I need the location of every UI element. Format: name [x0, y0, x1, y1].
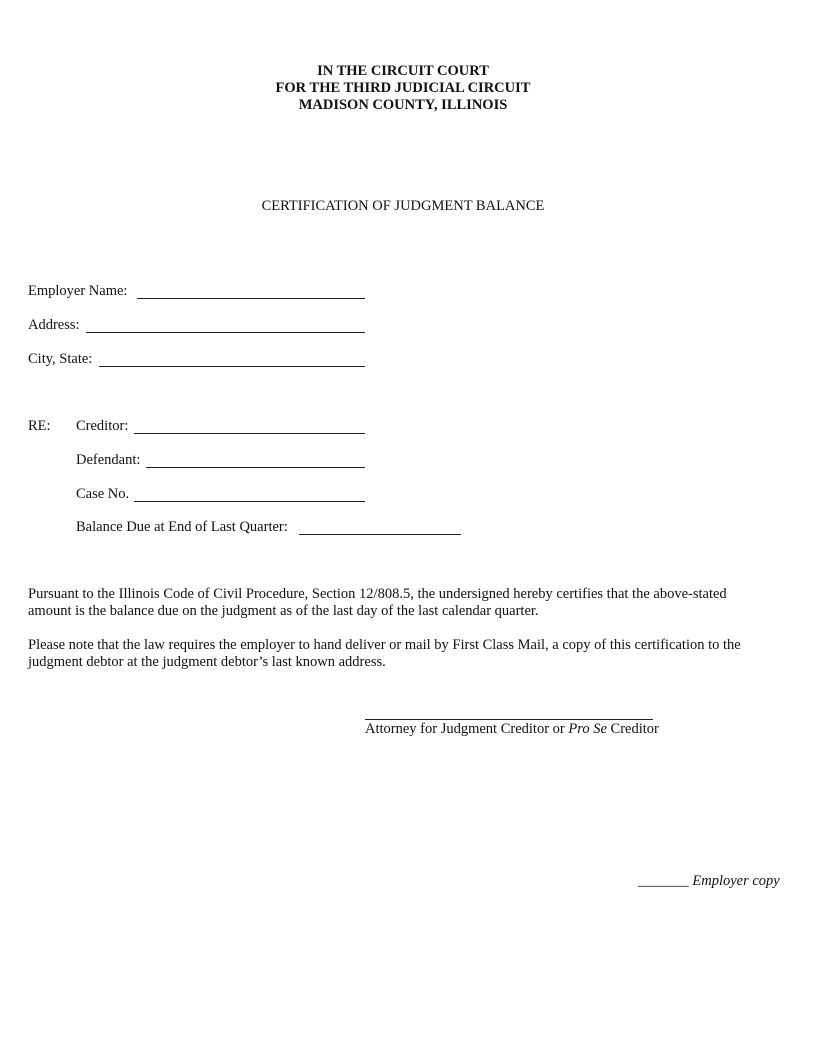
court-header-line2: FOR THE THIRD JUDICIAL CIRCUIT [275, 80, 531, 96]
case-no-field[interactable] [134, 501, 365, 502]
city-state-field[interactable] [99, 366, 365, 367]
address-label: Address: [28, 317, 80, 333]
signature-caption-prefix: Attorney for Judgment Creditor or [365, 721, 565, 737]
signature-line[interactable] [365, 719, 653, 720]
creditor-field[interactable] [134, 433, 365, 434]
employer-copy-label: Employer copy [692, 873, 780, 889]
case-no-label: Case No. [76, 486, 130, 502]
court-header [0, 63, 806, 114]
signature-caption-suffix: Creditor [610, 721, 659, 737]
creditor-label: Creditor: [76, 418, 129, 434]
signature-caption-italic: Pro Se [568, 721, 607, 737]
city-state-label: City, State: [28, 351, 93, 367]
employer-copy-marker [638, 873, 780, 890]
re-label: RE: [28, 418, 51, 434]
defendant-field[interactable] [146, 467, 365, 468]
address-field[interactable] [86, 332, 365, 333]
balance-due-label: Balance Due at End of Last Quarter: [76, 519, 288, 535]
balance-due-field[interactable] [299, 534, 461, 535]
employer-copy-blank[interactable]: _______ [638, 873, 689, 889]
court-header-line3: MADISON COUNTY, ILLINOIS [298, 97, 508, 113]
employer-name-label: Employer Name: [28, 283, 128, 299]
notice-paragraph: Please note that the law requires the employer to hand deliver or mail by First Class Mail, a copy of this certification to the judgment debtor at the judgment debtor’s last known address. [28, 637, 741, 670]
defendant-label: Defendant: [76, 452, 141, 468]
signature-caption [365, 721, 659, 738]
employer-name-field[interactable] [137, 298, 365, 299]
court-header-line1: IN THE CIRCUIT COURT [317, 63, 489, 79]
document-title: CERTIFICATION OF JUDGMENT BALANCE [261, 198, 545, 214]
certification-paragraph: Pursuant to the Illinois Code of Civil Procedure, Section 12/808.5, the undersigned hereby certifies that the above-stated amount is the balance due on the judgment as of the last day of the last calendar quarter. [28, 586, 727, 619]
